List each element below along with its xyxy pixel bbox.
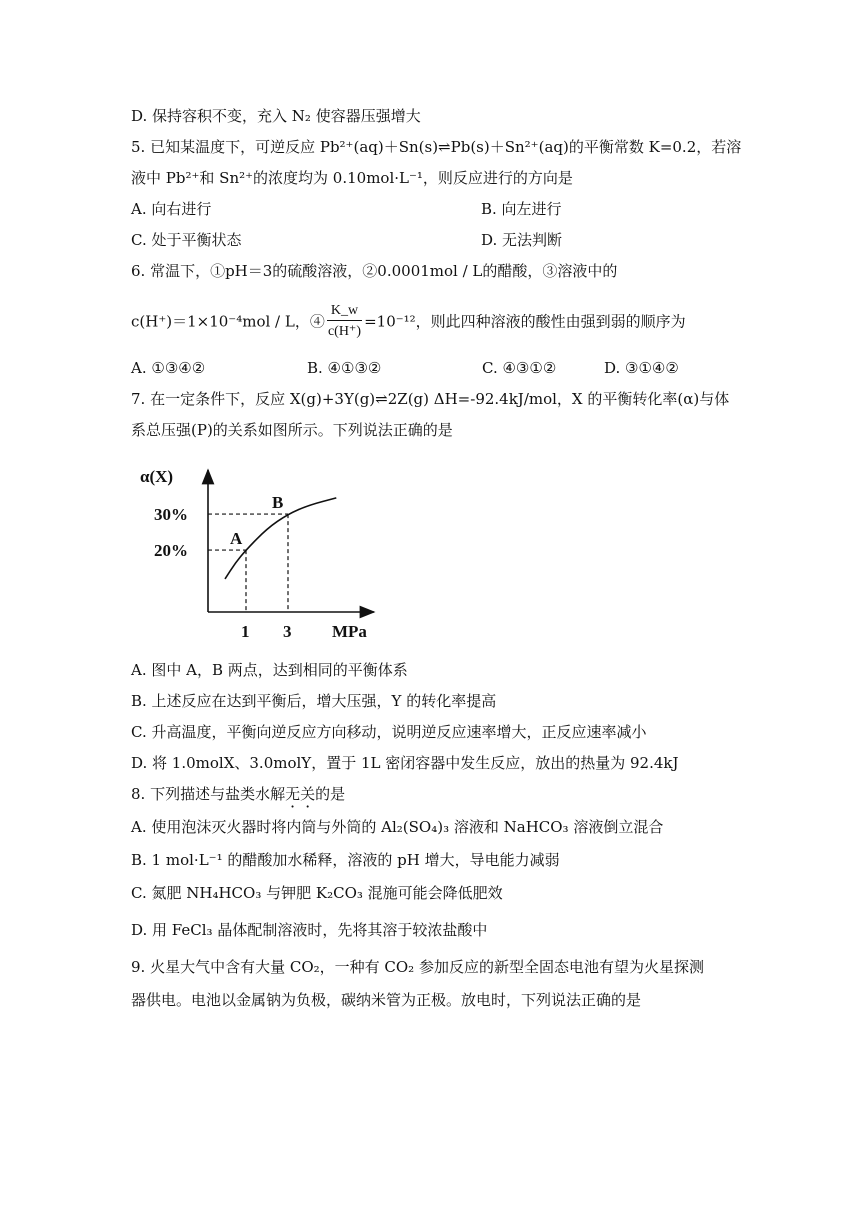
q7-stem-line1: 7. 在一定条件下，反应 X(g)+3Y(g)⇌2Z(g) ΔH=-92.4kJ/mol，X 的平衡转化率(α)与体 xyxy=(131,390,730,408)
q6-stem-line2 xyxy=(131,302,686,343)
y-axis-label: α(X) xyxy=(140,467,174,486)
q6-line2-part2: =10⁻¹²，则此四种溶液的酸性由强到弱的顺序为 xyxy=(364,312,686,331)
kw-fraction xyxy=(327,302,362,343)
q5-option-a: A. 向右进行 xyxy=(131,200,212,218)
q7-stem-line2: 系总压强(P)的关系如图所示。下列说法正确的是 xyxy=(131,421,453,439)
q9-stem-line2: 器供电。电池以金属钠为负极，碳纳米管为正极。放电时，下列说法正确的是 xyxy=(131,991,642,1009)
q5-option-b: B. 向左进行 xyxy=(481,200,562,218)
q7-option-b: B. 上述反应在达到平衡后，增大压强，Y 的转化率提高 xyxy=(131,692,497,710)
point-label-a: A xyxy=(230,529,243,549)
emphasis-char-1: 无 xyxy=(285,785,301,803)
q5-stem-line1: 5. 已知某温度下，可逆反应 Pb²⁺(aq)＋Sn(s)⇌Pb(s)＋Sn²⁺(aq)的平衡常数 K=0.2，若溶 xyxy=(131,138,742,156)
q8-option-b: B. 1 mol·L⁻¹ 的醋酸加水稀释，溶液的 pH 增大，导电能力减弱 xyxy=(131,851,560,869)
emphasis-char-2: 关 xyxy=(300,785,316,803)
x-axis-label: MPa xyxy=(332,622,367,641)
q7-option-a: A. 图中 A，B 两点，达到相同的平衡体系 xyxy=(131,661,408,679)
fraction-numerator: K_w xyxy=(327,302,362,321)
y-tick-label: 20% xyxy=(154,541,188,561)
q4-option-d: D. 保持容积不变，充入 N₂ 使容器压强增大 xyxy=(131,107,421,125)
q6-line2-part1: c(H⁺)＝1×10⁻⁴mol / L，④ xyxy=(131,312,325,331)
q5-option-d: D. 无法判断 xyxy=(481,231,563,249)
q6-option-b: B. ④①③② xyxy=(307,359,382,377)
point-label-b: B xyxy=(272,493,284,513)
x-tick-label: 1 xyxy=(241,622,250,641)
x-tick-label: 3 xyxy=(283,622,292,641)
q7-option-c: C. 升高温度，平衡向逆反应方向移动，说明逆反应速率增大，正反应速率减小 xyxy=(131,723,647,741)
q8-option-a: A. 使用泡沫灭火器时将内筒与外筒的 Al₂(SO₄)₃ 溶液和 NaHCO₃ 溶液倒立混合 xyxy=(131,818,664,836)
chart-svg xyxy=(132,450,392,650)
q9-stem-line1: 9. 火星大气中含有大量 CO₂，一种有 CO₂ 参加反应的新型全固态电池有望为火星探测 xyxy=(131,958,704,976)
q6-option-d: D. ③①④② xyxy=(604,359,679,377)
q5-option-c: C. 处于平衡状态 xyxy=(131,231,242,249)
q8-stem xyxy=(131,784,345,804)
q8-stem-part1: 8. 下列描述与盐类水解 xyxy=(131,785,286,803)
q6-option-a: A. ①③④② xyxy=(131,359,206,377)
y-tick-label: 30% xyxy=(154,505,188,525)
q5-stem-line2: 液中 Pb²⁺和 Sn²⁺的浓度均为 0.10mol·L⁻¹，则反应进行的方向是 xyxy=(131,169,573,187)
q6-option-c: C. ④③①② xyxy=(482,359,557,377)
q7-option-d: D. 将 1.0molX、3.0molY，置于 1L 密闭容器中发生反应，放出的热量为 92.4kJ xyxy=(131,754,679,772)
q8-option-c: C. 氮肥 NH₄HCO₃ 与钾肥 K₂CO₃ 混施可能会降低肥效 xyxy=(131,884,503,902)
conversion-pressure-chart xyxy=(132,450,392,650)
fraction-denominator: c(H⁺) xyxy=(327,324,361,339)
q8-emphasis-wuguan xyxy=(285,785,315,803)
q8-option-d: D. 用 FeCl₃ 晶体配制溶液时，先将其溶于较浓盐酸中 xyxy=(131,921,488,939)
q8-stem-part2: 的是 xyxy=(315,785,346,803)
q6-stem-line1: 6. 常温下，①pH＝3的硫酸溶液，②0.0001mol / L的醋酸，③溶液中的 xyxy=(131,262,618,280)
